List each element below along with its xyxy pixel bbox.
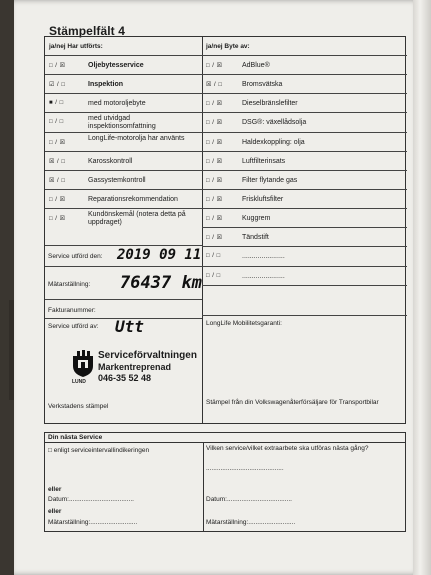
performed-by-label: Service utförd av: (48, 323, 99, 330)
right-checklist-label: ...................... (242, 253, 285, 260)
right-checklist-row (202, 247, 407, 267)
eller-label-2: eller (48, 508, 62, 515)
yes-no-checkbox[interactable]: □ / ☒ (206, 178, 223, 184)
stamp-city: LUND (72, 379, 86, 385)
right-divider (202, 315, 407, 316)
yes-no-checkbox[interactable]: □ / ☒ (49, 216, 66, 222)
left-checklist-label: LongLife-motorolja har använts (88, 135, 185, 142)
yes-no-checkbox[interactable]: ☒ / □ (49, 178, 66, 184)
left-checklist-label: Inspektion (88, 81, 124, 88)
left-checklist-row (45, 171, 202, 190)
right-checklist-label: ...................... (242, 273, 285, 280)
yes-no-checkbox[interactable]: ☒ / □ (49, 159, 66, 165)
yes-no-checkbox[interactable]: □ / ☒ (206, 120, 223, 126)
yes-no-checkbox[interactable]: □ / ☒ (49, 140, 66, 146)
left-checklist-label: Gassystemkontroll (88, 177, 146, 184)
left-checklist-label: Reparationsrekommendation (88, 196, 178, 203)
right-checklist-row (202, 113, 407, 133)
odometer-row (45, 267, 202, 300)
invoice-label: Fakturanummer: (48, 307, 96, 314)
yes-no-checkbox[interactable]: □ / □ (49, 119, 64, 125)
right-checklist-row (202, 152, 407, 171)
left-checklist-row (45, 75, 202, 94)
next-service-answer-line[interactable]: ........................................... (206, 465, 284, 472)
page-edge (413, 0, 431, 575)
left-checklist-row (45, 94, 202, 113)
left-checklist-row (45, 190, 202, 209)
workshop-stamp-label: Verkstadens stämpel (48, 403, 109, 410)
right-checklist-row (202, 209, 407, 228)
right-checklist-row (202, 267, 407, 286)
stamp-line-1: Serviceförvaltningen (98, 350, 197, 361)
vw-stamp-label: Stämpel från din Volkswagenåterförsäljare för Transportbilar (206, 399, 379, 406)
yes-no-checkbox[interactable]: ☒ / □ (206, 82, 223, 88)
next-service-box (44, 432, 406, 532)
stamp-field-form (44, 36, 406, 424)
right-checklist-label: Dieselbränslefilter (242, 100, 298, 107)
service-date-row (45, 246, 202, 267)
eller-label-1: eller (48, 486, 62, 493)
lund-crest-icon (71, 350, 95, 378)
next-odometer-left[interactable]: Mätarställning:.......................... (48, 519, 138, 526)
right-checklist-row (202, 75, 407, 94)
service-date-label: Service utförd den: (48, 253, 103, 260)
longlife-guarantee-label: LongLife Mobilitetsgaranti: (206, 320, 282, 327)
next-odometer-right[interactable]: Mätarställning:.......................... (206, 519, 296, 526)
left-header-label: ja/nej Har utförts: (49, 43, 103, 50)
service-date-value: 2019 09 11 (117, 247, 202, 263)
right-header (202, 37, 407, 56)
next-service-header: Din nästa Service (45, 433, 405, 443)
odometer-value: 76437 km (120, 273, 202, 293)
interval-indicator-option[interactable]: □ enligt serviceintervallindikeringen (48, 447, 150, 454)
odometer-label: Mätarställning: (48, 281, 91, 288)
stamp-line-2: Markentreprenad (98, 362, 172, 372)
next-column-divider (203, 443, 204, 531)
right-checklist-label: Kuggrem (242, 215, 271, 222)
next-date-right[interactable]: Datum:.................................... (206, 496, 292, 503)
right-checklist-label: DSG®: växellådsolja (242, 119, 307, 126)
left-checklist-row (45, 133, 202, 152)
yes-no-checkbox[interactable]: □ / □ (206, 273, 221, 279)
yes-no-checkbox[interactable]: □ / ☒ (206, 101, 223, 107)
yes-no-checkbox[interactable]: ☑ / □ (49, 82, 66, 88)
right-checklist-label: Filter flytande gas (242, 177, 298, 184)
right-checklist-label: Bromsvätska (242, 81, 283, 88)
right-checklist-label: AdBlue® (242, 62, 270, 69)
yes-no-checkbox[interactable]: ■ / □ (49, 100, 64, 106)
right-checklist-label: Friskluftsfilter (242, 196, 284, 203)
yes-no-checkbox[interactable]: □ / ☒ (206, 63, 223, 69)
left-checklist-row (45, 152, 202, 171)
stamp-line-3: 046-35 52 48 (98, 373, 152, 383)
left-checklist-row (45, 209, 202, 246)
right-checklist-label: Luftfilterinsats (242, 158, 286, 165)
yes-no-checkbox[interactable]: □ / ☒ (49, 197, 66, 203)
yes-no-checkbox[interactable]: □ / ☒ (206, 216, 223, 222)
yes-no-checkbox[interactable]: □ / ☒ (49, 63, 66, 69)
right-header-label: ja/nej Byte av: (206, 43, 250, 50)
right-checklist-row (202, 190, 407, 209)
yes-no-checkbox[interactable]: □ / ☒ (206, 159, 223, 165)
left-checklist-label: Oljebytesservice (88, 62, 144, 69)
yes-no-checkbox[interactable]: □ / □ (206, 253, 221, 259)
right-checklist-row (202, 228, 407, 247)
signature: Utt (115, 317, 144, 336)
yes-no-checkbox[interactable]: □ / ☒ (206, 140, 223, 146)
right-checklist-row (202, 56, 407, 75)
yes-no-checkbox[interactable]: □ / ☒ (206, 197, 223, 203)
right-checklist-row (202, 171, 407, 190)
left-header (45, 37, 202, 56)
right-checklist-row (202, 133, 407, 152)
next-date-left[interactable]: Datum:.................................... (48, 496, 134, 503)
right-checklist-row (202, 94, 407, 113)
left-checklist-label: Kundönskemål (notera detta på uppdraget) (88, 211, 186, 226)
left-checklist-row (45, 56, 202, 75)
left-checklist-row (45, 113, 202, 133)
left-checklist-label: med utvidgad inspektionsomfattning (88, 115, 156, 130)
left-checklist-label: med motoroljebyte (88, 100, 146, 107)
right-checklist-label: Haldexkoppling: olja (242, 139, 305, 146)
left-checklist-label: Karosskontroll (88, 158, 133, 165)
binding-shadow (9, 300, 14, 400)
yes-no-checkbox[interactable]: □ / ☒ (206, 235, 223, 241)
right-checklist-label: Tändstift (242, 234, 269, 241)
page-title: Stämpelfält 4 (49, 24, 125, 38)
next-service-question: Vilken service/vilket extraarbete ska utföras nästa gång? (206, 445, 369, 452)
